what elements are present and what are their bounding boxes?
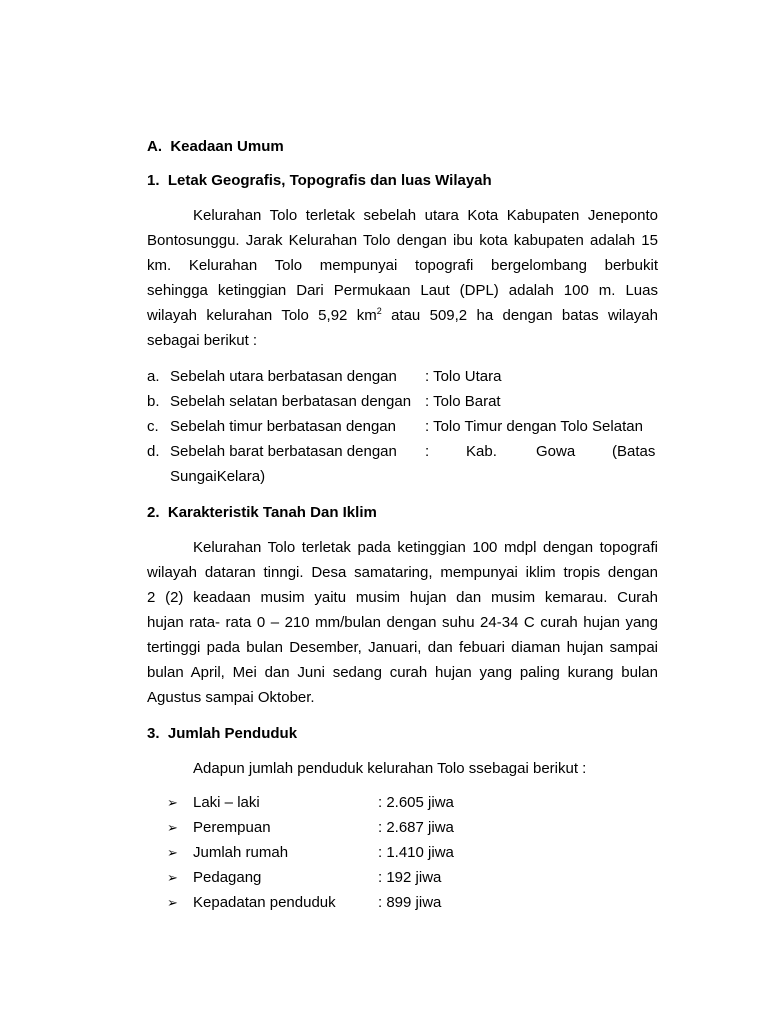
list-item-value: : Tolo Utara bbox=[425, 368, 502, 385]
arrow-bullet-icon: ➢ bbox=[167, 845, 178, 860]
section-2-para-line: bulan April, Mei dan Juni sedang curah hujan yang paling kurang bulan bbox=[147, 664, 658, 681]
list-item-value: : Tolo Timur dengan Tolo Selatan bbox=[425, 418, 643, 435]
section-heading: A. Keadaan Umum bbox=[147, 138, 284, 155]
section-2-para-line: 2 (2) keadaan musim yaitu musim hujan dan musim kemarau. Curah bbox=[147, 589, 658, 606]
list-item-label: Sebelah barat berbatasan dengan bbox=[170, 443, 397, 460]
stat-label: Laki – laki bbox=[193, 794, 260, 811]
list-item-label: Sebelah utara berbatasan dengan bbox=[170, 368, 397, 385]
list-item-label: Sebelah timur berbatasan dengan bbox=[170, 418, 396, 435]
list-marker: a. bbox=[147, 368, 160, 385]
arrow-bullet-icon: ➢ bbox=[167, 895, 178, 910]
list-marker: c. bbox=[147, 418, 159, 435]
arrow-bullet-icon: ➢ bbox=[167, 870, 178, 885]
section-2-title: 2. Karakteristik Tanah Dan Iklim bbox=[147, 504, 377, 521]
section-1-para-line: Kelurahan Tolo terletak sebelah utara Kota Kabupaten Jeneponto bbox=[193, 207, 658, 224]
stat-label: Kepadatan penduduk bbox=[193, 894, 336, 911]
stat-value: : 899 jiwa bbox=[378, 894, 442, 911]
list-marker: d. bbox=[147, 443, 160, 460]
list-item-value-word: Kab. bbox=[466, 443, 497, 460]
stat-value: : 192 jiwa bbox=[378, 869, 442, 886]
list-item-value-continued: SungaiKelara) bbox=[170, 468, 266, 485]
section-1-para-line: km. Kelurahan Tolo mempunyai topografi bergelombang berbukit bbox=[147, 257, 658, 274]
arrow-bullet-icon: ➢ bbox=[167, 820, 178, 835]
stat-value: : 2.605 jiwa bbox=[378, 794, 454, 811]
section-1-para-line: sebagai berikut : bbox=[147, 332, 258, 349]
section-2-para-line: Agustus sampai Oktober. bbox=[147, 689, 315, 706]
section-1-para-line: wilayah kelurahan Tolo 5,92 $km^2$ atau 509,2 ha dengan batas wilayah bbox=[147, 306, 658, 324]
arrow-bullet-icon: ➢ bbox=[167, 795, 178, 810]
list-item-label: Sebelah selatan berbatasan dengan bbox=[170, 393, 412, 410]
section-2-para-line: tertinggi pada bulan Desember, Januari, dan febuari diaman hujan sampai bbox=[147, 639, 658, 656]
stat-value: : 1.410 jiwa bbox=[378, 844, 454, 861]
list-marker: b. bbox=[147, 393, 160, 410]
stat-value: : 2.687 jiwa bbox=[378, 819, 454, 836]
stat-label: Perempuan bbox=[193, 819, 271, 836]
list-item-value: : Tolo Barat bbox=[425, 393, 501, 410]
section-1-para-line: sehingga ketinggian Dari Permukaan Laut (DPL) adalah 100 m. Luas bbox=[147, 282, 658, 299]
section-3-title: 3. Jumlah Penduduk bbox=[147, 725, 298, 742]
list-item-colon: : bbox=[425, 443, 430, 460]
stat-label: Pedagang bbox=[193, 869, 262, 886]
section-1-title: 1. Letak Geografis, Topografis dan luas Wilayah bbox=[147, 172, 492, 189]
section-3-intro: Adapun jumlah penduduk kelurahan Tolo ssebagai berikut : bbox=[193, 760, 587, 777]
section-2-para-line: hujan rata- rata 0 – 210 mm/bulan dengan suhu 24-34 C curah hujan yang bbox=[147, 614, 658, 631]
list-item-value-word: (Batas bbox=[612, 443, 656, 460]
section-1-para-line: Bontosunggu. Jarak Kelurahan Tolo dengan ibu kota kabupaten adalah 15 bbox=[147, 232, 658, 249]
stat-label: Jumlah rumah bbox=[193, 844, 289, 861]
section-2-para-line: wilayah dataran tinngi. Desa samataring, mempunyai iklim tropis dengan bbox=[147, 564, 658, 581]
superscript: 2 bbox=[376, 306, 382, 316]
list-item-value-word: Gowa bbox=[536, 443, 576, 460]
section-2-para-line: Kelurahan Tolo terletak pada ketinggian 100 mdpl dengan topografi bbox=[193, 539, 658, 556]
